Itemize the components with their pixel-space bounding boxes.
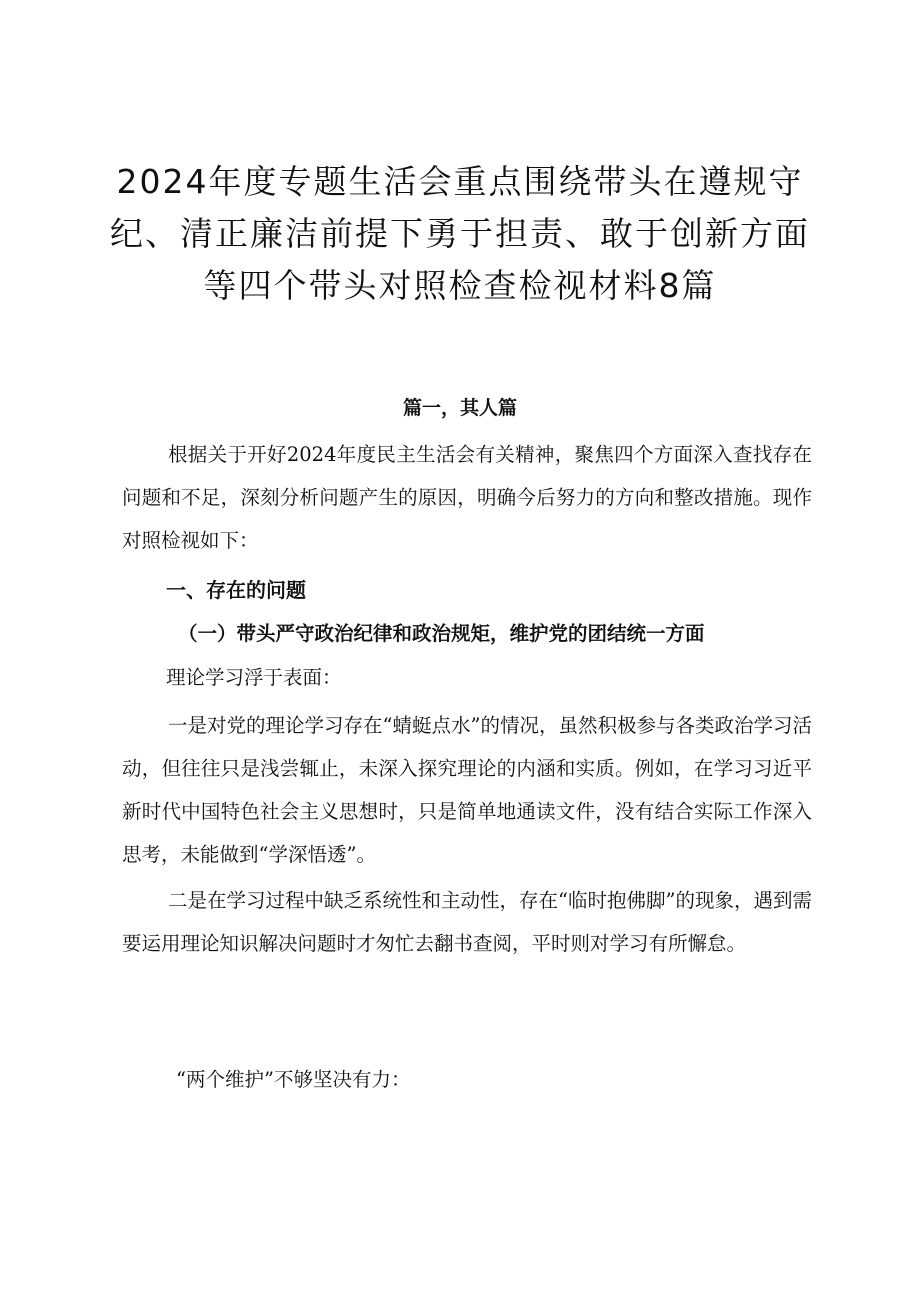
section-heading: 篇一，其人篇: [402, 397, 517, 419]
paragraph-point-two: 二是在学习过程中缺乏系统性和主动性，存在“临时抱佛脚”的现象，遇到需要运用理论知识解决问题时才匆忙去翻书查阅，平时则对学习有所懈怠。: [122, 889, 812, 955]
subheading-two-safeguards: “两个维护”不够坚决有力：: [176, 1068, 411, 1091]
subheading-theory-study: 理论学习浮于表面：: [166, 666, 342, 689]
title-line-1: 2024年度专题生活会重点围绕带头在遵规守: [116, 162, 804, 201]
heading-existing-problems: 一、存在的问题: [166, 578, 306, 602]
paragraph-point-one: 一是对党的理论学习存在“蜻蜓点水”的情况，虽然积极参与各类政治学习活动，但往往只是浅尝辄止，未深入探究理论的内涵和实质。例如，在学习习近平新时代中国特色社会主义思想时，只是简单地通读文件，没有结合实际工作深入思考，未能做到“学深悟透”。: [122, 714, 812, 866]
heading-political-discipline: （一）带头严守政治纪律和政治规矩，维护党的团结统一方面: [178, 622, 705, 645]
title-line-3: 等四个带头对照检查检视材料8篇: [203, 266, 717, 305]
title-line-2: 纪、清正廉洁前提下勇于担责、敢于创新方面: [110, 214, 810, 253]
document-title: [100, 156, 820, 312]
intro-paragraph: 根据关于开好2024年度民主生活会有关精神，聚焦四个方面深入查找存在问题和不足，深刻分析问题产生的原因，明确今后努力的方向和整改措施。现作对照检视如下：: [122, 443, 812, 552]
